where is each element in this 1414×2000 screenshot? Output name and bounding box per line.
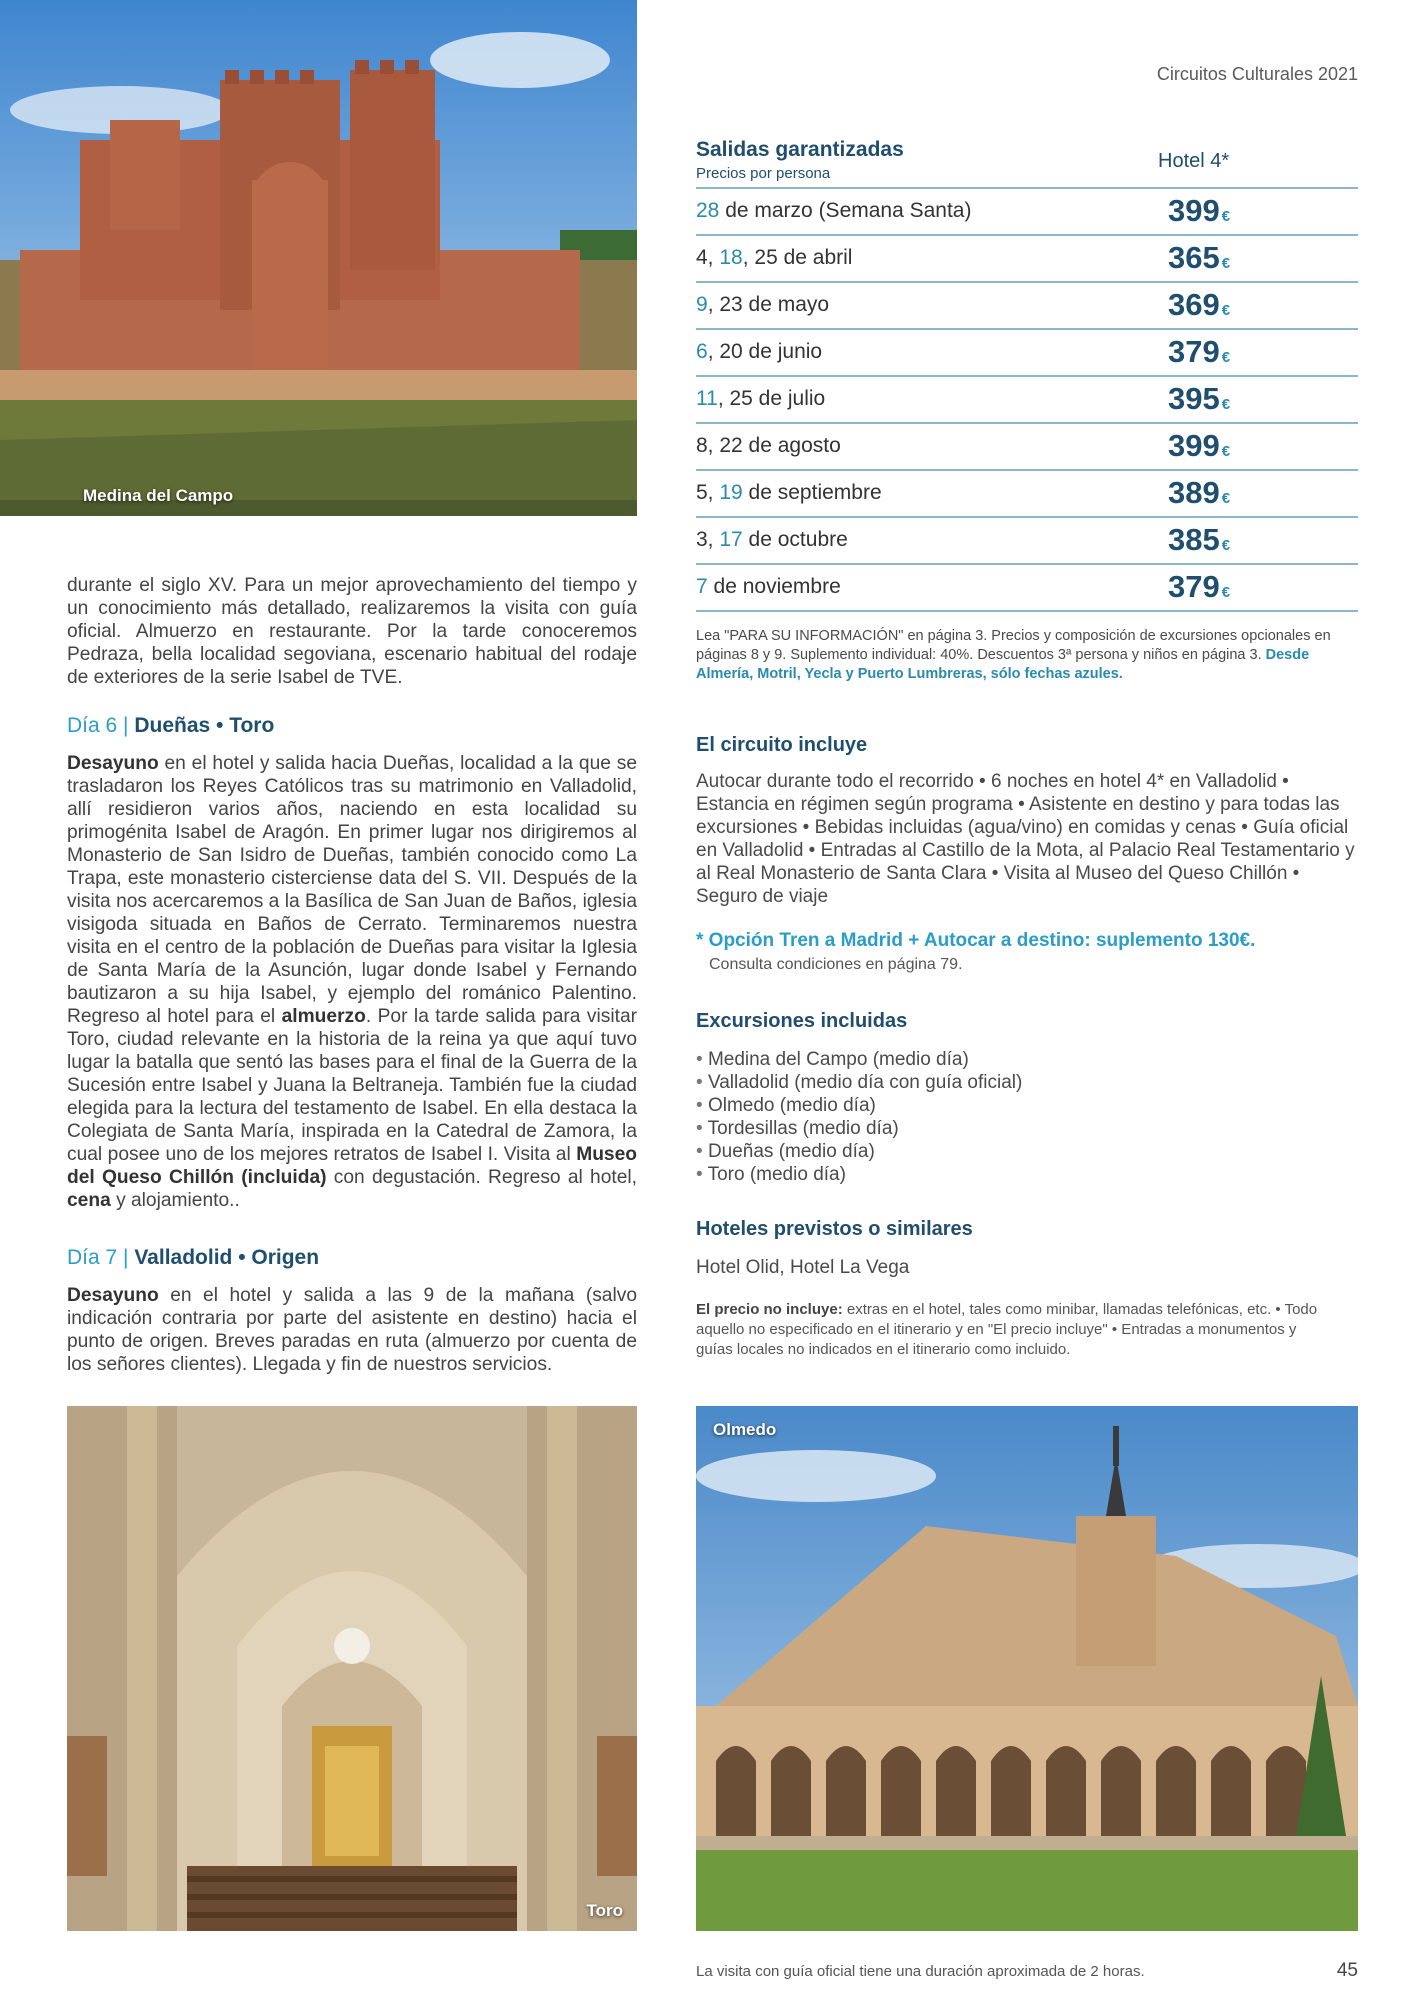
list-item: • Olmedo (medio día) — [696, 1094, 1022, 1117]
price-date: 3, 17 de octubre — [696, 528, 848, 551]
price-date: 28 de marzo (Semana Santa) — [696, 199, 972, 222]
list-item: • Medina del Campo (medio día) — [696, 1048, 1022, 1071]
price-value: 389 € — [1168, 475, 1231, 510]
series-title: Circuitos Culturales 2021 — [1156, 64, 1358, 84]
price-date: 11, 25 de julio — [696, 387, 826, 410]
price-value: 399 € — [1168, 193, 1231, 228]
price-value: 379 € — [1168, 334, 1231, 369]
price-row — [696, 518, 1358, 565]
church-exterior-illustration — [696, 1406, 1358, 1931]
prices-table — [696, 187, 1358, 612]
church-interior-illustration — [67, 1406, 637, 1931]
price-value: 385 € — [1168, 522, 1231, 557]
price-row — [696, 424, 1358, 471]
price-row — [696, 565, 1358, 612]
photo-caption: Olmedo — [713, 1420, 777, 1439]
photo-caption: Medina del Campo — [83, 486, 234, 505]
photo-caption: Toro — [586, 1901, 623, 1920]
excursions-title: Excursiones incluidas — [696, 1010, 908, 1032]
price-date: 6, 20 de junio — [696, 340, 823, 363]
price-value: 369 € — [1168, 287, 1231, 322]
train-option-conditions: Consulta condiciones en página 79. — [709, 956, 963, 973]
train-option: * Opción Tren a Madrid + Autocar a destino: suplemento 130€. — [696, 930, 1256, 951]
prices-note: Lea "PARA SU INFORMACIÓN" en página 3. Precios y composición de excursiones opcionales en páginas 8 y 9. Suplemento individual: 40%. Descuentos 3ª persona y niños en página 3. Desde Almería, Motril, Yecla y Puerto Lumbreras, sólo fechas azules. — [696, 628, 1331, 682]
list-item: • Toro (medio día) — [696, 1163, 1022, 1186]
prices-title: Salidas garantizadas — [696, 138, 904, 161]
price-row — [696, 283, 1358, 330]
day6-text: Desayuno en el hotel y salida hacia Dueñas, localidad a la que se trasladaron los Reyes Católicos tras su matrimonio en Valladolid, allí residieron varios años, naciendo en esta localidad su primogénita Isabel de Aragón. En primer lugar nos dirigiremos al Monasterio de San Isidro de Dueñas, también conocido como La Trapa, este monasterio cisterciense data del S. VII. Después de la visita nos acercaremos a la Basílica de San Juan de Baños, iglesia visigoda situada en Baños de Cerrato. Terminaremos nuestra visita en el centro de la población de Dueñas para visitar la Iglesia de Santa María de la Asunción, lugar donde Isabel y Fernando bautizaron a su hija Isabel, y ejemplo del románico Palentino. Regreso al hotel para el almuerzo. Por la tarde salida para visitar Toro, ciudad relevante en la historia de la reina ya que aquí tuvo lugar la batalla que sentó las bases para el final de la Guerra de la Sucesión entre Isabel y Juana la Beltraneja. También fue la ciudad elegida para la lectura del testamento de Isabel. En ella destaca la Colegiata de Santa María, inspirada en la Catedral de Zamora, la cual posee uno de los mejores retratos de Isabel I. Visita al Museo del Queso Chillón (incluida) con degustación. Regreso al hotel, cena y alojamiento.. — [67, 753, 637, 1211]
hotels-text: Hotel Olid, Hotel La Vega — [696, 1257, 910, 1278]
price-date: 4, 18, 25 de abril — [696, 246, 853, 269]
price-value: 365 € — [1168, 240, 1231, 275]
prices-column-header: Hotel 4* — [1158, 150, 1230, 172]
photo-olmedo — [696, 1406, 1358, 1931]
list-item: • Valladolid (medio día con guía oficial) — [696, 1071, 1022, 1094]
price-value: 399 € — [1168, 428, 1231, 463]
price-row — [696, 330, 1358, 377]
day7-heading: Día 7 | Valladolid • Origen — [67, 1246, 320, 1269]
photo-medina-del-campo — [0, 0, 637, 516]
circuit-title: El circuito incluye — [696, 734, 868, 756]
circuit-text: Autocar durante todo el recorrido • 6 noches en hotel 4* en Valladolid • Estancia en régimen según programa • Asistente en destino y para todas las excursiones • Bebidas incluidas (agua/vino) en comidas y cenas • Guía oficial en Valladolid • Entradas al Castillo de la Mota, al Palacio Real Testamentario y al Real Monasterio de Santa Clara • Visita al Museo del Queso Chillón • Seguro de viaje — [696, 771, 1355, 907]
excursions-list — [696, 1048, 1022, 1186]
castle-illustration — [0, 0, 637, 516]
page-number: 45 — [1336, 1960, 1358, 1981]
list-item: • Dueñas (medio día) — [696, 1140, 1022, 1163]
photo-toro — [67, 1406, 637, 1931]
price-row — [696, 236, 1358, 283]
price-value: 379 € — [1168, 569, 1231, 604]
price-date: 5, 19 de septiembre — [696, 481, 882, 504]
list-item: • Tordesillas (medio día) — [696, 1117, 1022, 1140]
footer-note: La visita con guía oficial tiene una duración aproximada de 2 horas. — [696, 1963, 1145, 1980]
price-date: 8, 22 de agosto — [696, 434, 841, 457]
prices-subtitle: Precios por persona — [696, 165, 831, 182]
price-row — [696, 377, 1358, 424]
price-row — [696, 471, 1358, 518]
day5-continuation: durante el siglo XV. Para un mejor aprovechamiento del tiempo y un conocimiento más detallado, realizaremos la visita con guía oficial. Almuerzo en restaurante. Por la tarde conoceremos Pedraza, bella localidad segoviana, escenario habitual del rodaje de exteriores de la serie Isabel de TVE. — [67, 575, 637, 688]
day7-text: Desayuno en el hotel y salida a las 9 de la mañana (salvo indicación contraria por parte del asistente en destino) hacia el punto de origen. Breves paradas en ruta (almuerzo por cuenta de los señores clientes). Llegada y fin de nuestros servicios. — [67, 1285, 637, 1375]
price-date: 9, 23 de mayo — [696, 293, 830, 316]
not-included: El precio no incluye: extras en el hotel, tales como minibar, llamadas telefónicas, etc. • Todo aquello no especificado en el itinerario y en "El precio incluye" • Entradas a monumentos y guías locales no indicados en el itinerario como incluido. — [696, 1301, 1318, 1358]
price-date: 7 de noviembre — [696, 575, 841, 598]
day6-heading: Día 6 | Dueñas • Toro — [67, 714, 275, 737]
price-value: 395 € — [1168, 381, 1231, 416]
hotels-title: Hoteles previstos o similares — [696, 1218, 973, 1240]
price-row — [696, 189, 1358, 236]
